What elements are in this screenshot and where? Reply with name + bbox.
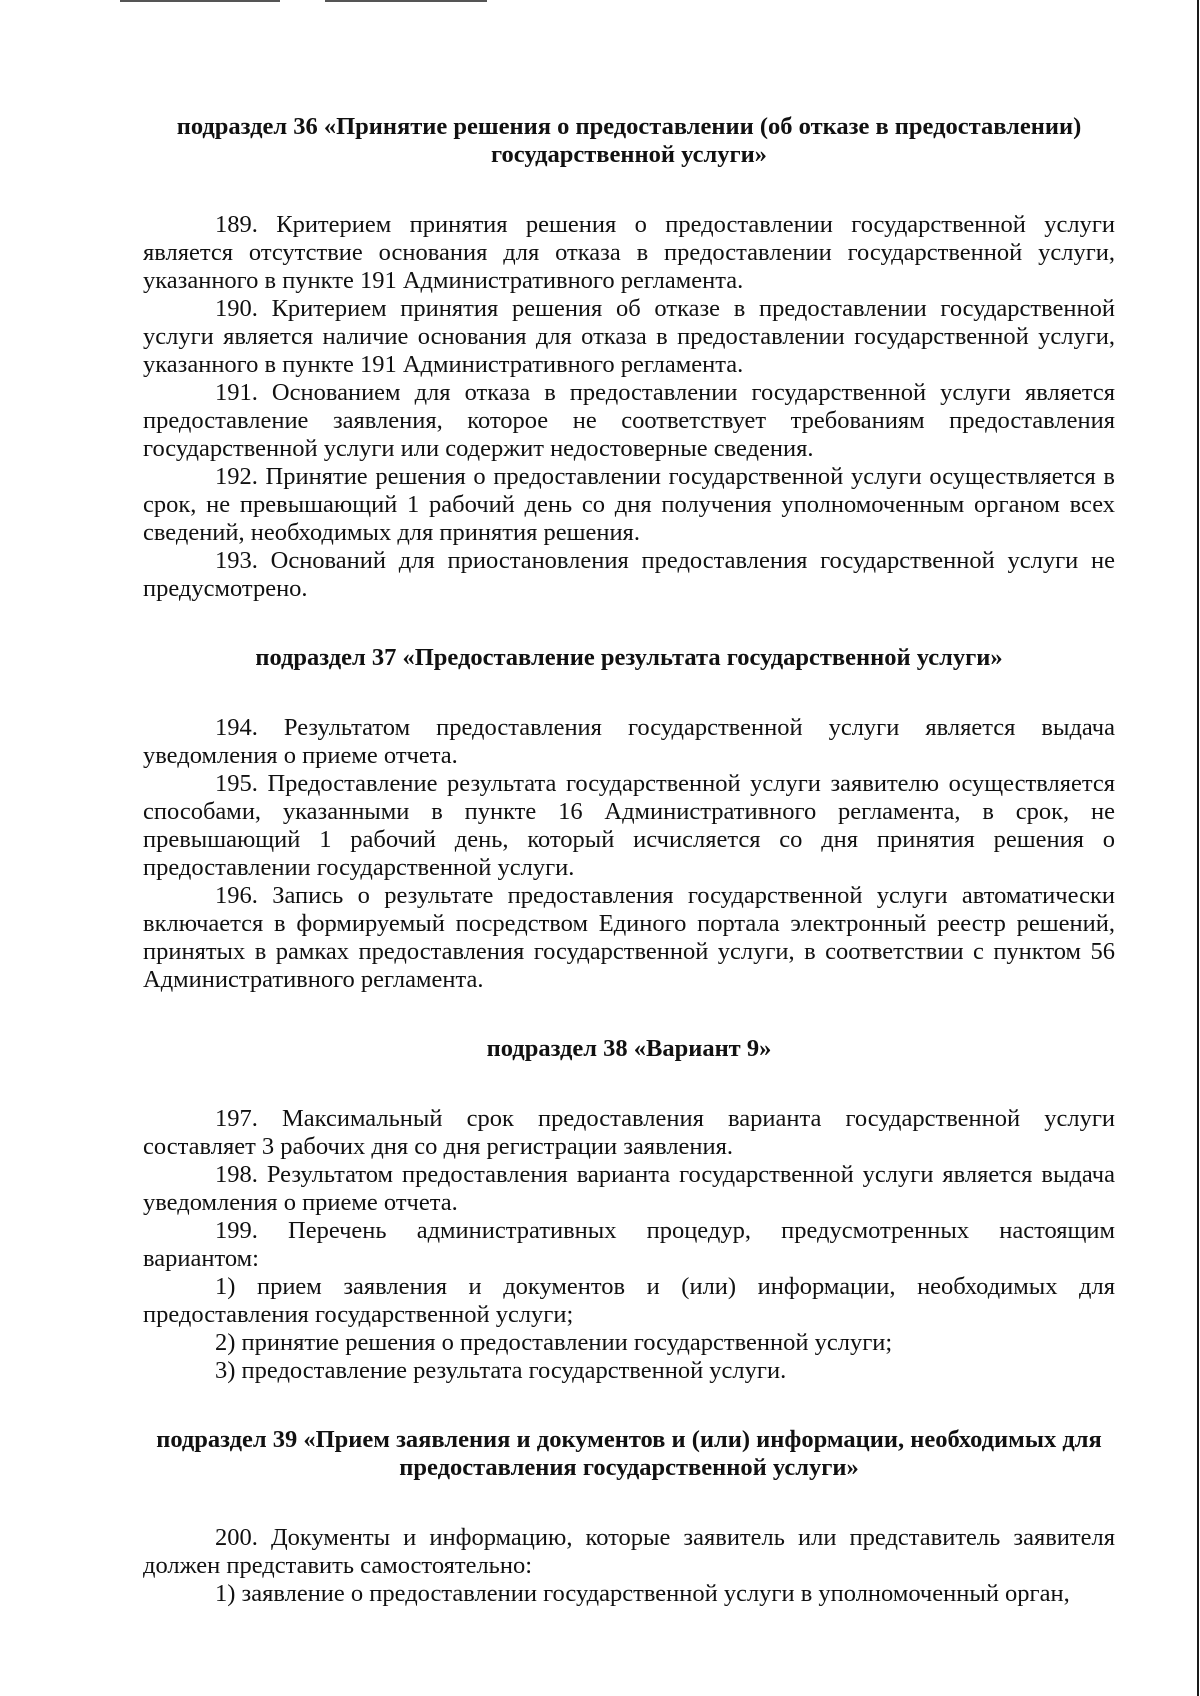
paragraph-197: 197. Максимальный срок предоставления варианта государственной услуги составляет 3 рабочих дня со дня регистрации заявления. — [143, 1105, 1115, 1160]
paragraph-195: 195. Предоставление результата государственной услуги заявителю осуществляется способами, указанными в пункте 16 Административного регламента, в срок, не превышающий 1 рабочий день, который исчисляется со дня принятия решения о предоставлении государственной услуги. — [143, 770, 1115, 881]
section-heading-38 — [143, 1035, 1115, 1063]
paragraph-194: 194. Результатом предоставления государственной услуги является выдача уведомления о приеме отчета. — [143, 714, 1115, 769]
paragraph-193: 193. Оснований для приостановления предоставления государственной услуги не предусмотрено. — [143, 547, 1115, 602]
heading-line: подраздел 36 «Принятие решения о предоставлении (об отказе в предоставлении) — [176, 113, 1082, 140]
heading-line: подраздел 37 «Предоставление результата государственной услуги» — [255, 644, 1003, 671]
scan-edge — [1197, 0, 1199, 1696]
heading-line: государственной услуги» — [491, 141, 767, 168]
paragraph-199: 199. Перечень административных процедур, предусмотренных настоящим вариантом: — [143, 1217, 1115, 1272]
paragraph-189: 189. Критерием принятия решения о предоставлении государственной услуги является отсутствие основания для отказа в предоставлении государственной услуги, указанного в пункте 191 Административного регламента. — [143, 211, 1115, 294]
scan-artifact-line — [120, 0, 280, 2]
document-body — [143, 113, 1115, 1608]
list-item-2: 2) принятие решения о предоставлении государственной услуги; — [215, 1329, 893, 1356]
paragraph-191: 191. Основанием для отказа в предоставлении государственной услуги является предоставление заявления, которое не соответствует требованиям предоставления государственной услуги или содержит недостоверные сведения. — [143, 379, 1115, 462]
heading-line: подраздел 39 «Прием заявления и документов и (или) информации, необходимых для — [156, 1426, 1102, 1453]
paragraph-198: 198. Результатом предоставления варианта государственной услуги является выдача уведомления о приеме отчета. — [143, 1161, 1115, 1216]
paragraph-200: 200. Документы и информацию, которые заявитель или представитель заявителя должен представить самостоятельно: — [143, 1524, 1115, 1579]
paragraph-190: 190. Критерием принятия решения об отказе в предоставлении государственной услуги является наличие основания для отказа в предоставлении государственной услуги, указанного в пункте 191 Административного регламента. — [143, 295, 1115, 378]
section-heading-37 — [143, 644, 1115, 672]
section-heading-36 — [143, 113, 1115, 169]
heading-line: предоставления государственной услуги» — [399, 1454, 859, 1481]
paragraph-196: 196. Запись о результате предоставления государственной услуги автоматически включается в формируемый посредством Единого портала электронный реестр решений, принятых в рамках предоставления государственной услуги, в соответствии с пунктом 56 Административного регламента. — [143, 882, 1115, 993]
section-heading-39 — [143, 1426, 1115, 1482]
list-item-3: 3) предоставление результата государственной услуги. — [215, 1357, 787, 1384]
list-item-1: 1) прием заявления и документов и (или) информации, необходимых для предоставления государственной услуги; — [143, 1273, 1115, 1328]
list-item-1: 1) заявление о предоставлении государственной услуги в уполномоченный орган, — [215, 1580, 1070, 1607]
paragraph-192: 192. Принятие решения о предоставлении государственной услуги осуществляется в срок, не превышающий 1 рабочий день со дня получения уполномоченным органом всех сведений, необходимых для принятия решения. — [143, 463, 1115, 546]
scan-artifact-line — [325, 0, 487, 2]
heading-line: подраздел 38 «Вариант 9» — [486, 1035, 772, 1062]
